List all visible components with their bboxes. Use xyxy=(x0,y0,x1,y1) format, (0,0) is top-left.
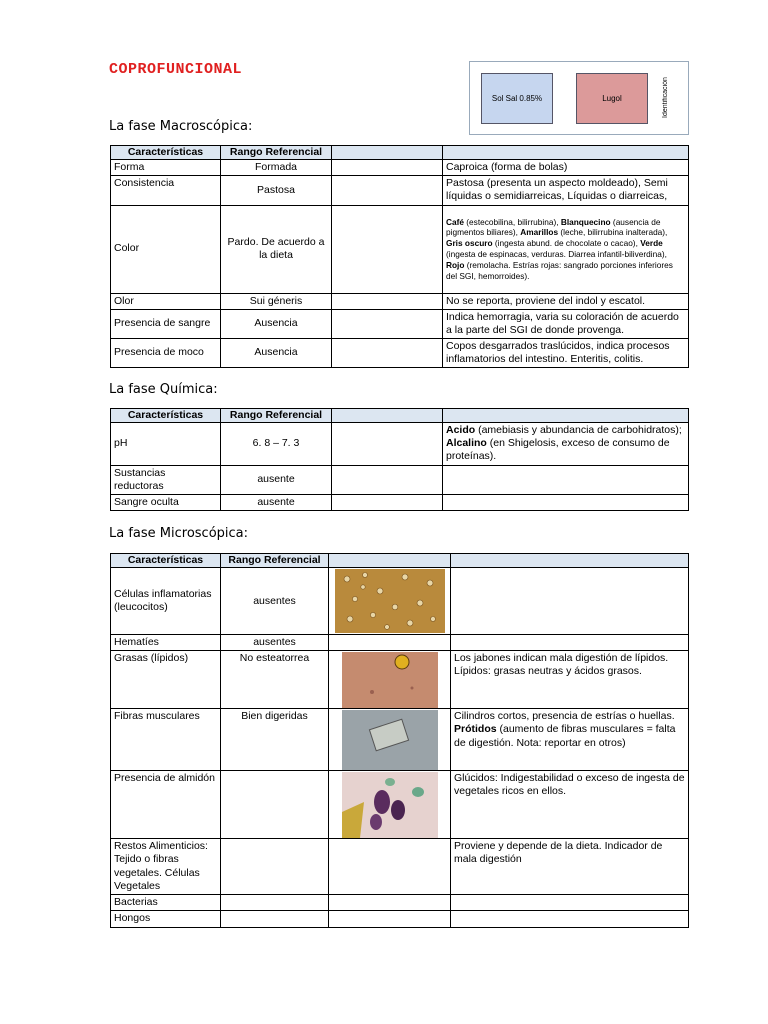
table-header: Características Rango Referencial xyxy=(111,409,689,423)
table-row: Color Pardo. De acuerdo a la dieta Café (estecobilina, bilirrubina), Blanquecino (ausencia de pigmentos biliares), Amarillos (leche, bilirrubina inalterada), Gris oscuro (ingesta abund. de chocolate o cacao), Verde (ingesta de espinacas, verduras. Diarrea infantil-biliverdina), Rojo (remolacha. Estrías rojas: sangrado porciones inferiores del SGI, hemorroides). xyxy=(111,205,689,293)
fibras-note: Cilindros cortos, presencia de estrías o huellas. Prótidos (aumento de fibras musculares = falta de digestión. Nota: reportar en otros) xyxy=(451,709,689,771)
sol-sal-swatch: Sol Sal 0.85% xyxy=(481,73,553,124)
table-row: Bacterias xyxy=(111,895,689,911)
table-row: Consistencia Pastosa Pastosa (presenta un aspecto moldeado), Semi líquidas o semidiarreicas, Líquidas o diarreicas, xyxy=(111,176,689,205)
identification-label: Identificación xyxy=(662,77,669,119)
table-header xyxy=(111,146,689,160)
table-row: Presencia de moco Ausencia Copos desgarrados traslúcidos, indica procesos inflamatorios del intestino. Enteritis, colitis. xyxy=(111,338,689,367)
grasas-micrograph xyxy=(342,652,438,708)
table-row: Fibras musculares Bien digeridas Cilindros cortos, presencia de estrías o huellas. Prótidos (aumento de fibras musculares = falta de digestión. Nota: reportar en otros) xyxy=(111,709,689,771)
quimica-table xyxy=(110,408,689,511)
leucocitos-micrograph xyxy=(335,569,445,633)
table-header: Características Rango Referencial xyxy=(111,554,689,568)
table-row: Presencia de almidón Glúcidos: Indigestabilidad o exceso de ingesta de vegetales ricos en ellos. xyxy=(111,771,689,839)
micro-title: La fase Microscópica: xyxy=(109,526,249,541)
table-row: Forma Formada Caproica (forma de bolas) xyxy=(111,160,689,176)
table-row: Células inflamatorias (leucocitos) ausentes xyxy=(111,568,689,635)
table-row: pH 6. 8 – 7. 3 Acido (amebiasis y abundancia de carbohidratos); Alcalino (en Shigelosis, exceso de consumo de proteínas). xyxy=(111,423,689,465)
quimica-title: La fase Química: xyxy=(109,382,218,397)
table-row: Restos Alimenticios: Tejido o fibras vegetales. Células Vegetales Proviene y depende de la dieta. Indicador de mala digestión xyxy=(111,839,689,895)
micro-table xyxy=(110,553,689,928)
color-note: Café (estecobilina, bilirrubina), Blanquecino (ausencia de pigmentos biliares), Amarillos (leche, bilirrubina inalterada), Gris oscuro (ingesta abund. de chocolate o cacao), Verde (ingesta de espinacas, verduras. Diarrea infantil-biliverdina), Rojo (remolacha. Estrías rojas: sangrado porciones inferiores del SGI, hemorroides). xyxy=(443,205,689,293)
header-caracteristicas: Características xyxy=(111,146,221,160)
table-row: Presencia de sangre Ausencia Indica hemorragia, varia su coloración de acuerdo a la parte del SGI de donde provenga. xyxy=(111,309,689,338)
fibras-micrograph xyxy=(342,710,438,770)
header-rango: Rango Referencial xyxy=(221,146,332,160)
macro-title: La fase Macroscópica: xyxy=(109,119,253,134)
identification-box xyxy=(469,61,689,135)
table-row: Grasas (lípidos) No esteatorrea Los jabones indican mala digestión de lípidos. Lípidos: grasas neutras y ácidos grasos. xyxy=(111,651,689,709)
table-row: Hongos xyxy=(111,911,689,927)
ph-note: Acido (amebiasis y abundancia de carbohidratos); Alcalino (en Shigelosis, exceso de consumo de proteínas). xyxy=(443,423,689,465)
almidon-micrograph xyxy=(342,772,438,838)
table-row: Sangre oculta ausente xyxy=(111,494,689,510)
table-row: Olor Sui géneris No se reporta, proviene del indol y escatol. xyxy=(111,293,689,309)
table-row: Hematíes ausentes xyxy=(111,635,689,651)
macro-table xyxy=(110,145,689,368)
page-title: COPROFUNCIONAL xyxy=(109,61,243,78)
lugol-swatch: Lugol xyxy=(576,73,648,124)
table-row: Sustancias reductoras ausente xyxy=(111,465,689,494)
